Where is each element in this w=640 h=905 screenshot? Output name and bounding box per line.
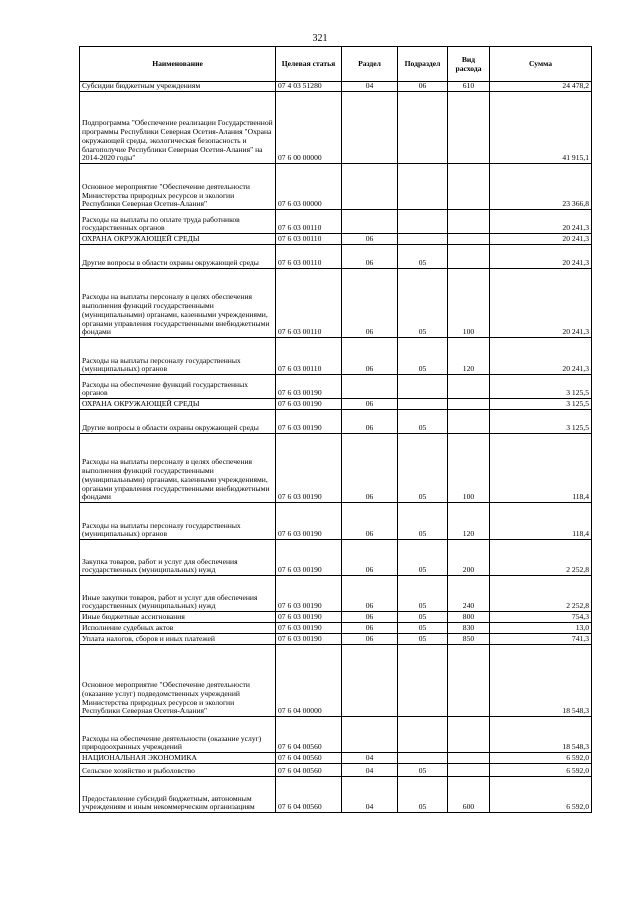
cell-subsection — [398, 92, 448, 164]
cell-target-article: 07 6 00 00000 — [276, 92, 342, 164]
cell-section — [342, 375, 398, 399]
cell-expense-type: 120 — [448, 503, 490, 540]
cell-expense-type — [448, 245, 490, 269]
cell-section: 06 — [342, 623, 398, 634]
table-header — [80, 47, 592, 82]
cell-subsection: 05 — [398, 777, 448, 813]
cell-expense-type: 800 — [448, 612, 490, 623]
cell-expense-type: 830 — [448, 623, 490, 634]
cell-sum: 2 252,8 — [490, 576, 592, 612]
cell-sum: 3 125,5 — [490, 399, 592, 410]
cell-sum: 6 592,0 — [490, 777, 592, 813]
cell-name: ОХРАНА ОКРУЖАЮЩЕЙ СРЕДЫ — [80, 399, 276, 410]
header-target-article: Целевая статья — [276, 47, 342, 82]
table-row — [80, 623, 592, 634]
cell-expense-type — [448, 717, 490, 753]
cell-sum: 741,3 — [490, 634, 592, 645]
table-row — [80, 540, 592, 576]
cell-target-article: 07 6 03 00190 — [276, 434, 342, 503]
cell-target-article: 07 6 03 00190 — [276, 410, 342, 434]
cell-subsection: 05 — [398, 245, 448, 269]
cell-name: НАЦИОНАЛЬНАЯ ЭКОНОМИКА — [80, 753, 276, 764]
cell-expense-type: 200 — [448, 540, 490, 576]
table-row — [80, 410, 592, 434]
table-row — [80, 399, 592, 410]
cell-target-article: 07 6 04 00560 — [276, 717, 342, 753]
cell-section: 06 — [342, 338, 398, 375]
cell-subsection: 05 — [398, 576, 448, 612]
cell-name: Субсидии бюджетным учреждениям — [80, 82, 276, 92]
cell-subsection — [398, 234, 448, 245]
table-row — [80, 82, 592, 92]
cell-sum: 118,4 — [490, 434, 592, 503]
cell-sum: 6 592,0 — [490, 753, 592, 764]
cell-expense-type: 600 — [448, 777, 490, 813]
cell-name: Предоставление субсидий бюджетным, автономным учреждениям и иным некоммерческим организациям — [80, 777, 276, 813]
cell-subsection — [398, 753, 448, 764]
cell-sum: 118,4 — [490, 503, 592, 540]
cell-name: Расходы на выплаты по оплате труда работников государственных органов — [80, 210, 276, 234]
cell-subsection: 05 — [398, 764, 448, 777]
cell-sum: 3 125,5 — [490, 375, 592, 399]
cell-name: Уплата налогов, сборов и иных платежей — [80, 634, 276, 645]
cell-section — [342, 645, 398, 717]
cell-section: 06 — [342, 269, 398, 338]
cell-sum: 18 548,3 — [490, 717, 592, 753]
cell-target-article: 07 6 03 00000 — [276, 164, 342, 210]
cell-sum: 18 548,3 — [490, 645, 592, 717]
cell-sum: 20 241,3 — [490, 338, 592, 375]
cell-section — [342, 164, 398, 210]
cell-sum: 20 241,3 — [490, 269, 592, 338]
cell-expense-type — [448, 92, 490, 164]
cell-section — [342, 92, 398, 164]
cell-expense-type — [448, 410, 490, 434]
cell-target-article: 07 6 03 00190 — [276, 540, 342, 576]
cell-expense-type — [448, 210, 490, 234]
header-expense-type: Вид расхода — [448, 47, 490, 82]
cell-section: 04 — [342, 764, 398, 777]
table-row — [80, 245, 592, 269]
table-row — [80, 234, 592, 245]
cell-name: Расходы на выплаты персоналу в целях обеспечения выполнения функций государственными (муниципальными) органами, казенными учреждениями, органами управления государственными внебюджетными фондами — [80, 434, 276, 503]
table-row — [80, 764, 592, 777]
cell-target-article: 07 6 04 00000 — [276, 645, 342, 717]
cell-subsection: 05 — [398, 623, 448, 634]
cell-subsection — [398, 645, 448, 717]
cell-name: Расходы на обеспечение деятельности (оказание услуг) природоохранных учреждений — [80, 717, 276, 753]
cell-name: Расходы на выплаты персоналу государственных (муниципальных) органов — [80, 503, 276, 540]
header-name: Наименование — [80, 47, 276, 82]
table-row — [80, 92, 592, 164]
cell-expense-type — [448, 399, 490, 410]
cell-expense-type — [448, 764, 490, 777]
table-row — [80, 753, 592, 764]
cell-name: Подпрограмма "Обеспечение реализации Государственной программы Республики Северная Осетия-Алания "Охрана окружающей среды, экологическая безопасность и благополучие Республики Северная Осетия-Алания" на 2014-2020 годы" — [80, 92, 276, 164]
cell-target-article: 07 6 03 00110 — [276, 245, 342, 269]
cell-target-article: 07 6 03 00190 — [276, 623, 342, 634]
cell-sum: 41 915,1 — [490, 92, 592, 164]
cell-section: 06 — [342, 245, 398, 269]
cell-expense-type: 100 — [448, 269, 490, 338]
cell-subsection: 06 — [398, 82, 448, 92]
cell-subsection — [398, 717, 448, 753]
cell-name: Расходы на выплаты персоналу в целях обеспечения выполнения функций государственными (муниципальными) органами, казенными учреждениями, органами управления государственными внебюджетными фондами — [80, 269, 276, 338]
cell-subsection: 05 — [398, 269, 448, 338]
cell-expense-type — [448, 645, 490, 717]
table-row — [80, 164, 592, 210]
cell-sum: 23 366,8 — [490, 164, 592, 210]
cell-sum: 2 252,8 — [490, 540, 592, 576]
cell-section: 06 — [342, 612, 398, 623]
cell-name: Основное мероприятие "Обеспечение деятельности (оказание услуг) подведомственных учреждений Министерства природных ресурсов и экологии Республики Северная Осетия-Алания" — [80, 645, 276, 717]
cell-target-article: 07 6 03 00190 — [276, 399, 342, 410]
cell-target-article: 07 6 03 00110 — [276, 234, 342, 245]
cell-name: Расходы на обеспечение функций государственных органов — [80, 375, 276, 399]
budget-table — [79, 46, 592, 813]
header-sum: Сумма — [490, 47, 592, 82]
cell-section: 06 — [342, 399, 398, 410]
table-row — [80, 634, 592, 645]
cell-name: Исполнение судебных актов — [80, 623, 276, 634]
cell-section: 06 — [342, 410, 398, 434]
cell-target-article: 07 6 03 00190 — [276, 576, 342, 612]
cell-expense-type: 100 — [448, 434, 490, 503]
cell-sum: 6 592,0 — [490, 764, 592, 777]
cell-subsection — [398, 399, 448, 410]
cell-name: Другие вопросы в области охраны окружающей среды — [80, 410, 276, 434]
cell-sum: 3 125,5 — [490, 410, 592, 434]
cell-expense-type: 240 — [448, 576, 490, 612]
cell-target-article: 07 6 03 00190 — [276, 612, 342, 623]
cell-sum: 24 478,2 — [490, 82, 592, 92]
table-row — [80, 576, 592, 612]
cell-target-article: 07 6 03 00110 — [276, 338, 342, 375]
cell-name: Расходы на выплаты персоналу государственных (муниципальных) органов — [80, 338, 276, 375]
cell-section: 06 — [342, 576, 398, 612]
cell-name: ОХРАНА ОКРУЖАЮЩЕЙ СРЕДЫ — [80, 234, 276, 245]
cell-subsection: 05 — [398, 503, 448, 540]
cell-sum: 20 241,3 — [490, 234, 592, 245]
table-row — [80, 338, 592, 375]
cell-section: 06 — [342, 540, 398, 576]
cell-sum: 754,3 — [490, 612, 592, 623]
cell-section: 04 — [342, 753, 398, 764]
cell-sum: 13,0 — [490, 623, 592, 634]
cell-expense-type: 610 — [448, 82, 490, 92]
cell-expense-type: 120 — [448, 338, 490, 375]
cell-section: 06 — [342, 234, 398, 245]
cell-expense-type — [448, 753, 490, 764]
cell-target-article: 07 6 03 00190 — [276, 634, 342, 645]
cell-subsection: 05 — [398, 434, 448, 503]
table-row — [80, 269, 592, 338]
table-row — [80, 717, 592, 753]
cell-name: Другие вопросы в области охраны окружающей среды — [80, 245, 276, 269]
cell-name: Основное мероприятие "Обеспечение деятельности Министерства природных ресурсов и экологии Республики Северная Осетия-Алания" — [80, 164, 276, 210]
cell-subsection: 05 — [398, 634, 448, 645]
header-subsection: Подраздел — [398, 47, 448, 82]
cell-name: Иные бюджетные ассигнования — [80, 612, 276, 623]
cell-expense-type — [448, 234, 490, 245]
table-row — [80, 503, 592, 540]
cell-name: Сельское хозяйство и рыболовство — [80, 764, 276, 777]
cell-section — [342, 717, 398, 753]
cell-target-article: 07 4 03 51280 — [276, 82, 342, 92]
table-row — [80, 612, 592, 623]
cell-target-article: 07 6 03 00110 — [276, 210, 342, 234]
table-row — [80, 210, 592, 234]
table-row — [80, 434, 592, 503]
cell-target-article: 07 6 03 00190 — [276, 503, 342, 540]
table-row — [80, 375, 592, 399]
cell-sum: 20 241,3 — [490, 245, 592, 269]
cell-section: 06 — [342, 634, 398, 645]
cell-subsection — [398, 164, 448, 210]
cell-expense-type: 850 — [448, 634, 490, 645]
cell-subsection: 05 — [398, 612, 448, 623]
cell-section: 04 — [342, 82, 398, 92]
header-section: Раздел — [342, 47, 398, 82]
table-row — [80, 777, 592, 813]
cell-subsection: 05 — [398, 410, 448, 434]
cell-sum: 20 241,3 — [490, 210, 592, 234]
cell-expense-type — [448, 164, 490, 210]
cell-target-article: 07 6 03 00110 — [276, 269, 342, 338]
cell-subsection — [398, 210, 448, 234]
cell-expense-type — [448, 375, 490, 399]
cell-subsection: 05 — [398, 540, 448, 576]
cell-section: 04 — [342, 777, 398, 813]
cell-subsection: 05 — [398, 338, 448, 375]
cell-subsection — [398, 375, 448, 399]
cell-section — [342, 210, 398, 234]
page-number: 321 — [312, 33, 328, 44]
cell-name: Закупка товаров, работ и услуг для обеспечения государственных (муниципальных) нужд — [80, 540, 276, 576]
cell-section: 06 — [342, 434, 398, 503]
cell-target-article: 07 6 04 00560 — [276, 777, 342, 813]
table-body — [80, 82, 592, 813]
table-row — [80, 645, 592, 717]
cell-name: Иные закупки товаров, работ и услуг для обеспечения государственных (муниципальных) нужд — [80, 576, 276, 612]
cell-target-article: 07 6 04 00560 — [276, 764, 342, 777]
cell-target-article: 07 6 03 00190 — [276, 375, 342, 399]
cell-section: 06 — [342, 503, 398, 540]
cell-target-article: 07 6 04 00560 — [276, 753, 342, 764]
